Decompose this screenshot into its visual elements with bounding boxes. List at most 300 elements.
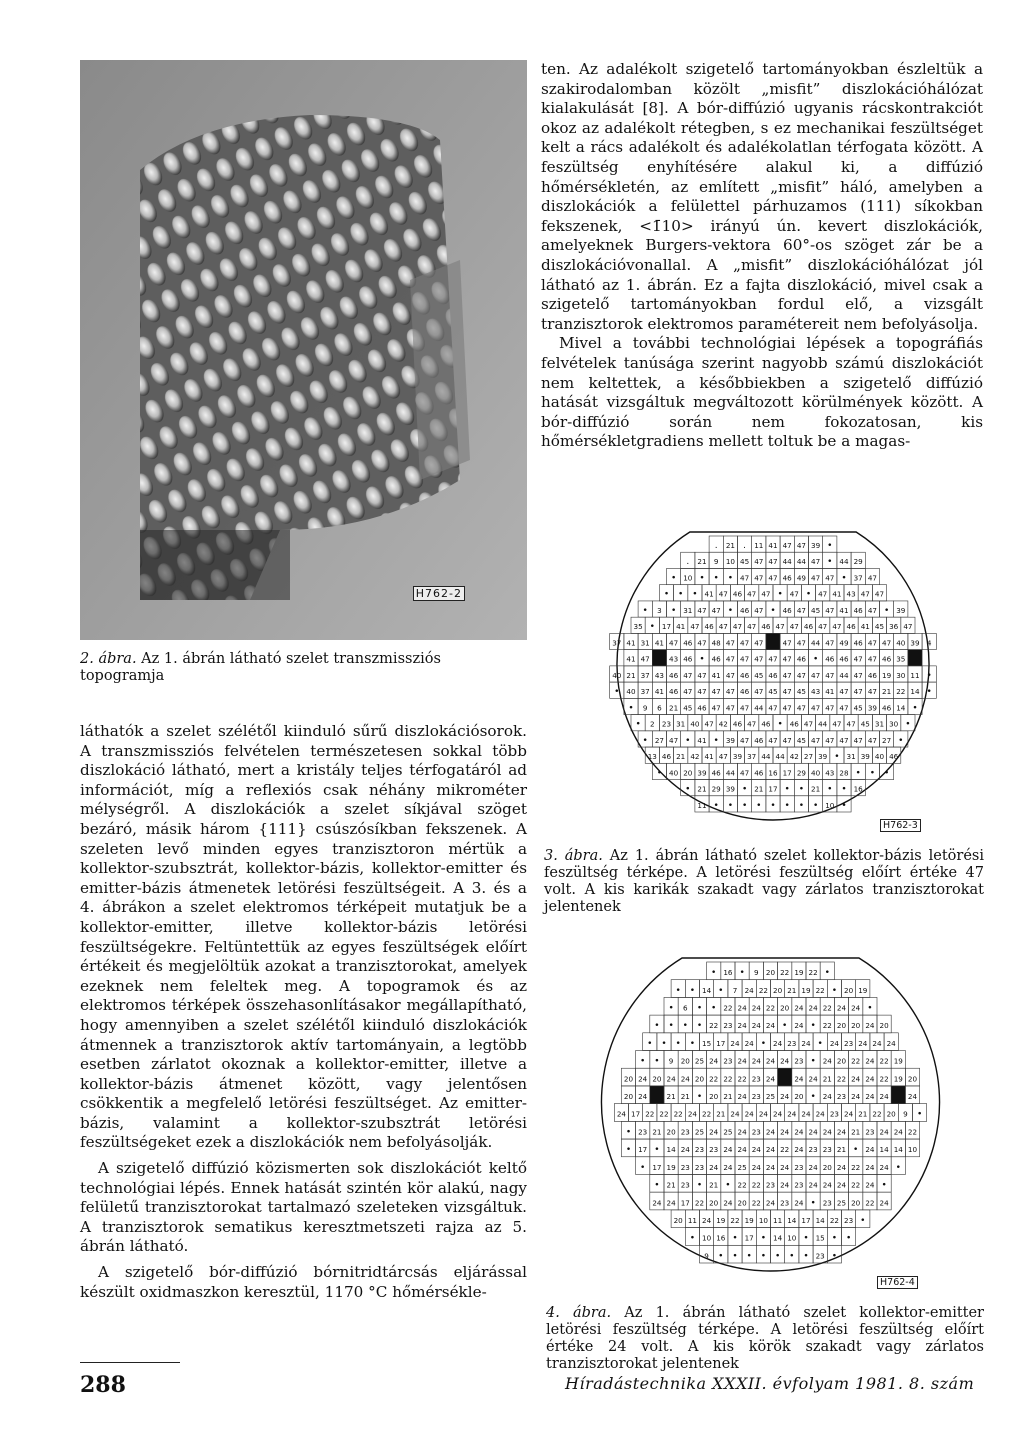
left-paragraph-3: A szigetelő bór-diffúzió bórnitridtárcsás eljárással készült oxidmaszkon keresztül, 1170 °C hőmérsékle- bbox=[80, 1263, 527, 1301]
figure-3-cell bbox=[695, 780, 709, 796]
figure-4-cell bbox=[884, 1104, 898, 1122]
figure-3-cell bbox=[610, 633, 624, 649]
figure-4-cell bbox=[664, 997, 678, 1015]
figure-3-cell-value: 47 bbox=[732, 622, 743, 632]
figure-4-cell bbox=[820, 1015, 834, 1033]
figure-4-cell-value: 24 bbox=[879, 1127, 889, 1137]
figure-3-cell-value: 47 bbox=[754, 605, 764, 615]
figure-4-cell-value: 24 bbox=[723, 1145, 733, 1155]
figure-3-cell-value: 47 bbox=[725, 703, 735, 713]
figure-3-cell-value: 44 bbox=[754, 703, 764, 713]
figure-3-cell bbox=[837, 601, 851, 617]
figure-4-cell bbox=[636, 1051, 650, 1069]
figure-4-cell-value: 23 bbox=[829, 1109, 839, 1119]
figure-4-cell bbox=[692, 1157, 706, 1175]
figure-4-cell-value: 22 bbox=[829, 1215, 839, 1225]
figure-4-cell bbox=[792, 1157, 806, 1175]
figure-3-cell-value: • bbox=[841, 573, 847, 584]
figure-4-cell-value: 25 bbox=[694, 1127, 705, 1137]
figure-3-cell bbox=[667, 763, 681, 779]
figure-4-cell-value: 22 bbox=[872, 1109, 882, 1119]
figure-4-cell bbox=[799, 1245, 813, 1263]
figure-4-cell-value: 15 bbox=[702, 1038, 712, 1048]
figure-4-cell bbox=[877, 1157, 891, 1175]
figure-3-cell bbox=[809, 666, 823, 682]
figure-3-cell bbox=[780, 601, 794, 617]
figure-4-cell-value: 9 bbox=[903, 1109, 908, 1119]
figure-4-cell bbox=[806, 1068, 820, 1086]
figure-3-cell-value: 46 bbox=[782, 605, 792, 615]
figure-3-cell bbox=[780, 780, 794, 796]
figure-3-cell-value: 47 bbox=[669, 735, 679, 745]
figure-4-cell-value: • bbox=[689, 1233, 696, 1244]
figure-3-cell bbox=[752, 796, 766, 812]
figure-3-cell bbox=[738, 601, 752, 617]
figure-4-cell-value: 24 bbox=[737, 1092, 747, 1102]
figure-4-cell bbox=[792, 962, 806, 980]
figure-3-cell bbox=[809, 536, 823, 552]
figure-3-cell bbox=[837, 698, 851, 714]
figure-3-cell bbox=[766, 601, 780, 617]
figure-3-cell bbox=[738, 666, 752, 682]
figure-3-cell bbox=[766, 698, 780, 714]
figure-3-cell-value: 40 bbox=[669, 768, 679, 778]
figure-3-cell-value: 17 bbox=[661, 622, 672, 632]
figure-4-cell-value: 22 bbox=[702, 1109, 712, 1119]
figure-4-cell bbox=[650, 1174, 664, 1192]
figure-4-cell-value: 11 bbox=[773, 1215, 783, 1225]
figure-4-cell bbox=[842, 1228, 856, 1246]
figure-4-cell bbox=[714, 1033, 728, 1051]
figure-3-cell-value: 47 bbox=[754, 573, 764, 583]
figure-4-cell-value: 24 bbox=[765, 1198, 776, 1208]
figure-4-cell bbox=[678, 1068, 692, 1086]
figure-4-cell-value: 24 bbox=[780, 1092, 790, 1102]
figure-4-cell bbox=[721, 1139, 735, 1157]
figure-4-cell bbox=[792, 1086, 806, 1104]
figure-4-cell bbox=[771, 1033, 785, 1051]
figure-3-cell-value: . bbox=[743, 541, 747, 552]
figure-4-cell bbox=[785, 1210, 799, 1228]
figure-3-cell-value: 41 bbox=[654, 638, 664, 648]
figure-3-cell-value: 21 bbox=[697, 557, 707, 567]
figure-4-cell bbox=[728, 1104, 742, 1122]
figure-3-cell-value: • bbox=[812, 800, 819, 811]
figure-3-cell bbox=[752, 568, 766, 584]
figure-4-cell bbox=[842, 980, 856, 998]
figure-4-cell-value: 22 bbox=[709, 1021, 719, 1031]
figure-3-cell bbox=[780, 796, 794, 812]
figure-4-cell-value: • bbox=[640, 1162, 646, 1173]
figure-3-cell-value: 39 bbox=[732, 752, 743, 762]
figure-4-cell-value: 24 bbox=[680, 1145, 690, 1155]
figure-4-cell bbox=[792, 1051, 806, 1069]
figure-3-cell bbox=[638, 698, 652, 714]
figure-3-cell-value: 46 bbox=[825, 654, 835, 664]
figure-4-cell bbox=[863, 1192, 877, 1210]
figure-4-cell-value: 24 bbox=[851, 1003, 861, 1013]
figure-4-cell bbox=[820, 1121, 834, 1139]
figure-4-cell-value: 24 bbox=[879, 1092, 889, 1102]
figure-3-cell bbox=[865, 601, 879, 617]
figure-3-cell bbox=[688, 715, 702, 731]
figure-3-cell bbox=[865, 568, 879, 584]
figure-3-cell-value: 44 bbox=[839, 670, 849, 680]
figure-4-cell bbox=[813, 1210, 827, 1228]
figure-3-cell bbox=[681, 552, 695, 568]
figure-3-cell-value: 11 bbox=[910, 670, 920, 680]
figure-4-cell bbox=[792, 1121, 806, 1139]
figure-3-cell bbox=[730, 747, 744, 763]
left-paragraph-2: A szigetelő diffúzió közismerten sok diszlokációt keltő technológiai lépés. Ennek hatását szintén kör alakú, nagy felületű tranzisztorokat tartalmazó szeleteken vizsgáltuk. A tranzisztorok sematikus keresztmetszeti rajza az 5. ábrán látható. bbox=[80, 1159, 527, 1256]
figure-4-cell bbox=[735, 1051, 749, 1069]
figure-4-cell-value: 24 bbox=[737, 1021, 747, 1031]
figure-3-cell-value: 47 bbox=[867, 638, 877, 648]
figure-3-cell bbox=[823, 698, 837, 714]
figure-3-cell bbox=[695, 731, 709, 747]
figure-3-cell bbox=[738, 682, 752, 698]
figure-4-cell-value: 22 bbox=[737, 1074, 747, 1084]
figure-3-cell-value: 9 bbox=[642, 703, 648, 713]
figure-4-cell-value: 20 bbox=[794, 1092, 804, 1102]
figure-3-cell bbox=[780, 536, 794, 552]
figure-3-cell bbox=[688, 617, 702, 633]
figure-4-cell-value: 24 bbox=[751, 1145, 761, 1155]
figure-3-cell bbox=[652, 666, 666, 682]
figure-3-cell bbox=[837, 666, 851, 682]
figure-4-cell-value: 22 bbox=[730, 1215, 740, 1225]
figure-3-cell bbox=[752, 780, 766, 796]
figure-3-cell-value: 16 bbox=[853, 784, 863, 794]
figure-3-cell-value: 21 bbox=[669, 703, 679, 713]
figure-3-cell bbox=[908, 650, 922, 666]
figure-3-cell-value: 31 bbox=[676, 719, 686, 729]
figure-4-cell-value: 23 bbox=[694, 1162, 705, 1172]
figure-4-cell-value: 20 bbox=[844, 985, 854, 995]
figure-3-cell bbox=[809, 650, 823, 666]
figure-3-cell-value: 41 bbox=[654, 687, 664, 697]
figure-4-cell bbox=[870, 1104, 884, 1122]
figure-3-cell-value: 40 bbox=[874, 752, 885, 762]
figure-3-cell-value: 47 bbox=[740, 768, 750, 778]
figure-4-cell-value: 17 bbox=[801, 1215, 811, 1225]
figure-4-cell-value: 24 bbox=[808, 1003, 818, 1013]
figure-4-cell-value: 24 bbox=[794, 1198, 804, 1208]
figure-3-cell bbox=[823, 666, 837, 682]
figure-3-cell bbox=[752, 763, 766, 779]
figure-3-cell bbox=[908, 682, 922, 698]
figure-3-cell bbox=[667, 666, 681, 682]
right-paragraph-1: ten. Az adalékolt szigetelő tartományokban észleltük a szakirodalomban közölt „misfit” diszlokációhálózat kialakulását [8]. A bór-diffúzió ugyanis rácskontrakciót okoz az adalékolt rétegben, s ez mechanikai feszültséget kelt a rács adalékolt és adalékolatlan térfogata között. A feszültség enyhítésére alakul ki, a diffúzió hőmérsékletén, az említett „misfit” háló, amelyben a diszlokációk a felülettel párhuzamos (111) síkokban fekszenek, <1̄10> irányú ún. kevert diszlokációk, amelyeknek Burgers-vektora 60°-os szöget zár be a diszlokációvonallal. A „misfit” diszlokációhálózat jól látható az 1. ábrán. Ez a fajta diszlokáció, mivel csak a szigetelő tartományokban fordul elő, a vizsgált tranzisztorok elektromos paramétereit nem befolyásolja. bbox=[541, 60, 983, 333]
figure-4-cell bbox=[650, 1068, 664, 1086]
figure-3-cell-value: 49 bbox=[839, 638, 849, 648]
figure-3-cell-value: 47 bbox=[754, 638, 764, 648]
figure-3-cell bbox=[894, 633, 908, 649]
figure-3-cell-value: • bbox=[727, 800, 734, 811]
figure-4-cell-value: • bbox=[803, 1251, 809, 1262]
figure-4-cell-value: 24 bbox=[652, 1198, 662, 1208]
figure-4-cell-value: 24 bbox=[858, 1038, 868, 1048]
figure-4-cell bbox=[820, 1068, 834, 1086]
figure-3-cell bbox=[780, 666, 794, 682]
figure-3-cell-value: 47 bbox=[704, 719, 714, 729]
figure-3-cell-value: • bbox=[912, 703, 918, 714]
figure-3-cell-value: 46 bbox=[740, 687, 750, 697]
figure-3-cell-value: 11 bbox=[754, 541, 764, 551]
figure-3-cell-value: 47 bbox=[818, 622, 828, 632]
figure-3-cell bbox=[887, 747, 901, 763]
figure-3-cell bbox=[745, 617, 759, 633]
figure-3-cell-value: • bbox=[770, 605, 776, 616]
figure-3-cell bbox=[823, 536, 837, 552]
figure-3-cell-value: 46 bbox=[669, 687, 679, 697]
figure-3-cell bbox=[738, 796, 752, 812]
figure-4-cell-value: 21 bbox=[680, 1092, 690, 1102]
figure-4-cell bbox=[735, 962, 749, 980]
figure-4-cell-value: 24 bbox=[780, 1056, 790, 1066]
figure-3-cell-value: 39 bbox=[860, 752, 870, 762]
figure-4-cell-value: 25 bbox=[765, 1092, 776, 1102]
figure-4-cell-value: 23 bbox=[794, 1056, 804, 1066]
figure-3-cell bbox=[716, 585, 730, 601]
figure-4-cell-value: 22 bbox=[822, 1003, 832, 1013]
figure-3-cell bbox=[681, 568, 695, 584]
figure-3-cell bbox=[894, 698, 908, 714]
figure-4-cell bbox=[827, 980, 841, 998]
figure-3-cell bbox=[887, 715, 901, 731]
figure-4-cell-value: 24 bbox=[744, 1038, 754, 1048]
figure-4-cell-value: 16 bbox=[716, 1233, 726, 1243]
figure-3-cell bbox=[780, 682, 794, 698]
figure-3-cell bbox=[702, 617, 716, 633]
figure-3-cell-value: 29 bbox=[796, 768, 806, 778]
figure-4-cell bbox=[756, 1104, 770, 1122]
figure-3-cell bbox=[652, 682, 666, 698]
figure-4-cell bbox=[863, 1139, 877, 1157]
figure-4-cell bbox=[834, 1157, 848, 1175]
figure-4-cell bbox=[849, 1121, 863, 1139]
figure-4-cell bbox=[735, 1157, 749, 1175]
figure-3-cell-value: 46 bbox=[853, 605, 863, 615]
figure-3-cell bbox=[801, 585, 815, 601]
figure-3-cell bbox=[816, 747, 830, 763]
figure-3-cell-value: 27 bbox=[654, 735, 664, 745]
figure-4-cell bbox=[721, 1121, 735, 1139]
figure-4-cell bbox=[834, 1086, 848, 1104]
figure-3-cell bbox=[723, 682, 737, 698]
figure-4-cell-value: 24 bbox=[709, 1056, 719, 1066]
figure-4-cell-value: • bbox=[810, 1056, 816, 1067]
figure-3-cell bbox=[823, 650, 837, 666]
figure-4-cell bbox=[891, 1157, 905, 1175]
figure-3-cell-value: 45 bbox=[811, 605, 821, 615]
figure-3-cell bbox=[837, 780, 851, 796]
figure-3-cell-value: 44 bbox=[775, 752, 785, 762]
figure-4-cell-value: 23 bbox=[794, 1162, 804, 1172]
figure-4-cell bbox=[685, 1228, 699, 1246]
figure-3-cell-value: 46 bbox=[839, 654, 849, 664]
figure-4-cell bbox=[749, 1051, 763, 1069]
figure-3-tag: H762-3 bbox=[880, 819, 921, 832]
figure-4-cell bbox=[842, 1104, 856, 1122]
figure-4-cell bbox=[863, 997, 877, 1015]
figure-3-cell-value: • bbox=[869, 768, 876, 779]
figure-4-cell-value: 24 bbox=[865, 1145, 875, 1155]
figure-4-cell bbox=[735, 1068, 749, 1086]
figure-4-cell-value: 25 bbox=[737, 1162, 747, 1172]
figure-4-cell-value: 20 bbox=[666, 1127, 676, 1137]
figure-4-cell-value: 22 bbox=[765, 1003, 776, 1013]
figure-4-cell-value: 24 bbox=[723, 1162, 733, 1172]
figure-3-cell-value: 46 bbox=[711, 654, 721, 664]
figure-4-cell bbox=[849, 1174, 863, 1192]
figure-3-cell-value: • bbox=[663, 589, 670, 600]
figure-3-cell-value: 46 bbox=[803, 622, 814, 632]
figure-3-cell-value: 47 bbox=[811, 557, 821, 567]
figure-3-cell bbox=[638, 666, 652, 682]
figure-3-cell bbox=[880, 650, 894, 666]
figure-4-cell bbox=[707, 997, 721, 1015]
figure-4-cell-value: 24 bbox=[879, 1162, 889, 1172]
figure-3-cell bbox=[766, 796, 780, 812]
figure-3-cell bbox=[794, 682, 808, 698]
figure-3-cell-value: 47 bbox=[903, 622, 913, 632]
figure-3-cell bbox=[752, 666, 766, 682]
figure-4-cell-value: • bbox=[725, 1180, 731, 1191]
figure-4-cell bbox=[671, 1033, 685, 1051]
figure-3-cell-value: 44 bbox=[725, 768, 735, 778]
figure-4-cell bbox=[685, 1104, 699, 1122]
figure-4-cell-value: 22 bbox=[673, 1109, 683, 1119]
figure-3-cell-value: 47 bbox=[811, 703, 821, 713]
figure-4-cell-value: • bbox=[810, 1198, 816, 1209]
figure-4-cell-value: 24 bbox=[829, 1038, 839, 1048]
figure-4-cell-value: 24 bbox=[822, 1056, 832, 1066]
figure-3-cell-value: 41 bbox=[676, 622, 686, 632]
figure-3-cell-value: 21 bbox=[725, 541, 735, 551]
figure-3-cell-value: • bbox=[642, 605, 648, 616]
figure-3-cell-value: • bbox=[642, 735, 648, 746]
figure-4-cell bbox=[842, 1210, 856, 1228]
figure-4-cell-value: 20 bbox=[836, 1056, 847, 1066]
figure-4-cell bbox=[742, 1210, 756, 1228]
figure-3-cell-value: 39 bbox=[867, 703, 877, 713]
figure-4-cell-value: • bbox=[696, 1003, 703, 1014]
figure-4-cell bbox=[714, 1104, 728, 1122]
figure-3-cell bbox=[787, 715, 801, 731]
figure-4-cell bbox=[891, 1086, 905, 1104]
figure-4-cell-value: 22 bbox=[694, 1198, 705, 1208]
figure-4-cell bbox=[700, 1104, 714, 1122]
figure-3-cell bbox=[695, 552, 709, 568]
figure-4-cell-value: 24 bbox=[865, 1056, 875, 1066]
figure-4-cell bbox=[785, 1245, 799, 1263]
figure-4-cell bbox=[820, 1192, 834, 1210]
figure-3-cell-value: 47 bbox=[718, 589, 728, 599]
figure-4-cell bbox=[820, 1139, 834, 1157]
figure-3-cell-value: 37 bbox=[747, 752, 757, 762]
figure-4-cell-value: 9 bbox=[754, 968, 759, 978]
figure-4-cell bbox=[763, 1051, 777, 1069]
figure-3-cell-value: 47 bbox=[839, 687, 849, 697]
figure-4-cell bbox=[685, 980, 699, 998]
figure-4-cell bbox=[806, 1139, 820, 1157]
figure-4-cell bbox=[827, 1210, 841, 1228]
figure-3-cell-value: 47 bbox=[825, 573, 835, 583]
figure-3-cell bbox=[830, 585, 844, 601]
figure-4-cell-value: 24 bbox=[893, 1127, 903, 1137]
figure-3-cell bbox=[830, 747, 844, 763]
figure-3-cell bbox=[837, 552, 851, 568]
figure-4-cell-value: 24 bbox=[822, 1180, 832, 1190]
figure-3-cell bbox=[723, 731, 737, 747]
figure-3-cell bbox=[872, 747, 886, 763]
figure-3-cell bbox=[837, 650, 851, 666]
figure-4-cell bbox=[636, 1121, 650, 1139]
figure-4-cell-value: • bbox=[647, 1038, 653, 1049]
figure-4-cell bbox=[728, 980, 742, 998]
figure-4-cell bbox=[749, 1068, 763, 1086]
figure-3-cell bbox=[723, 698, 737, 714]
figure-4-cell bbox=[614, 1104, 628, 1122]
figure-3-cell-value: 47 bbox=[690, 622, 700, 632]
figure-4-cell-value: • bbox=[732, 1233, 738, 1244]
figure-4-cell bbox=[820, 1174, 834, 1192]
figure-4-cell bbox=[714, 1210, 728, 1228]
figure-3-cell bbox=[723, 763, 737, 779]
figure-3-cell bbox=[681, 633, 695, 649]
figure-3-cell-value: 31 bbox=[874, 719, 885, 729]
figure-3-cell-value: 47 bbox=[853, 687, 863, 697]
figure-4-cell-value: 10 bbox=[758, 1215, 768, 1225]
figure-4-cell-box bbox=[778, 1068, 792, 1086]
figure-3-cell-value: 47 bbox=[740, 654, 750, 664]
figure-4-cell-value: 23 bbox=[844, 1038, 854, 1048]
figure-4-cell-value: • bbox=[654, 1021, 660, 1032]
figure-4-cell-value: 24 bbox=[836, 1003, 847, 1013]
figure-3-cell-value: • bbox=[834, 752, 840, 763]
figure-4-cell bbox=[749, 997, 763, 1015]
figure-3-cell-value: • bbox=[784, 784, 790, 795]
figure-3-cell bbox=[823, 633, 837, 649]
figure-3-cell bbox=[695, 568, 709, 584]
figure-3-cell bbox=[681, 682, 695, 698]
figure-4-cell bbox=[799, 980, 813, 998]
figure-3-cell bbox=[709, 682, 723, 698]
figure-3-cell bbox=[794, 650, 808, 666]
figure-4-cell-value: 24 bbox=[801, 1038, 811, 1048]
figure-3-cell bbox=[766, 731, 780, 747]
figure-4-cell bbox=[678, 1192, 692, 1210]
figure-4-cell bbox=[671, 980, 685, 998]
figure-3-cell bbox=[794, 796, 808, 812]
figure-4-cell bbox=[707, 1068, 721, 1086]
figure-4-cell bbox=[636, 1068, 650, 1086]
figure-4-cell bbox=[671, 1210, 685, 1228]
figure-3-cell-value: • bbox=[713, 573, 719, 584]
figure-3-cell bbox=[638, 650, 652, 666]
figure-4-cell bbox=[849, 997, 863, 1015]
figure-3-cell bbox=[809, 763, 823, 779]
figure-3-cell bbox=[766, 682, 780, 698]
figure-3-cell bbox=[723, 633, 737, 649]
figure-4-cell-value: 20 bbox=[879, 1021, 889, 1031]
figure-3-cell-value: 47 bbox=[853, 735, 863, 745]
figure-4-cell-value: 24 bbox=[836, 1127, 847, 1137]
figure-4-cell-value: • bbox=[732, 1251, 738, 1262]
figure-3-cell-value: 45 bbox=[853, 703, 863, 713]
figure-3-cell bbox=[809, 552, 823, 568]
